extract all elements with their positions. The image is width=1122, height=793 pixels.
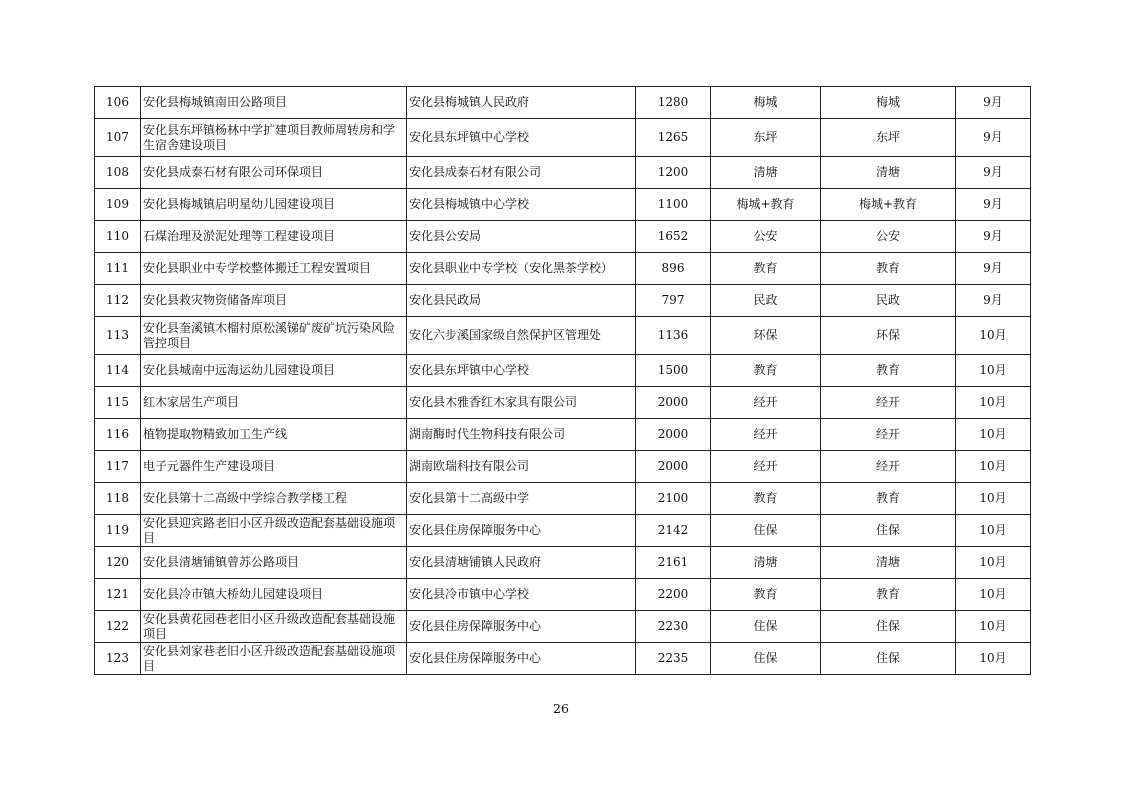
supervising-department-cell: 教育 bbox=[821, 253, 956, 285]
completion-month-cell: 9月 bbox=[956, 253, 1031, 285]
responsible-unit-cell: 安化县第十二高级中学 bbox=[407, 483, 636, 515]
supervising-department-cell: 环保 bbox=[821, 317, 956, 355]
lead-department-cell: 梅城+教育 bbox=[711, 189, 821, 221]
project-name-cell: 安化县冷市镇大桥幼儿园建设项目 bbox=[141, 579, 407, 611]
responsible-unit-cell: 安化县住房保障服务中心 bbox=[407, 515, 636, 547]
row-number-cell: 107 bbox=[95, 119, 141, 157]
project-name-cell: 红木家居生产项目 bbox=[141, 387, 407, 419]
lead-department-cell: 清塘 bbox=[711, 157, 821, 189]
responsible-unit-cell: 安化县民政局 bbox=[407, 285, 636, 317]
project-name-cell: 安化县迎宾路老旧小区升级改造配套基础设施项目 bbox=[141, 515, 407, 547]
row-number-cell: 112 bbox=[95, 285, 141, 317]
supervising-department-cell: 经开 bbox=[821, 419, 956, 451]
row-number-cell: 106 bbox=[95, 87, 141, 119]
completion-month-cell: 10月 bbox=[956, 451, 1031, 483]
investment-amount-cell: 1136 bbox=[636, 317, 711, 355]
completion-month-cell: 9月 bbox=[956, 87, 1031, 119]
project-name-cell: 安化县梅城镇启明星幼儿园建设项目 bbox=[141, 189, 407, 221]
row-number-cell: 108 bbox=[95, 157, 141, 189]
project-name-cell: 安化县救灾物资储备库项目 bbox=[141, 285, 407, 317]
row-number-cell: 116 bbox=[95, 419, 141, 451]
investment-amount-cell: 1280 bbox=[636, 87, 711, 119]
lead-department-cell: 教育 bbox=[711, 355, 821, 387]
project-name-cell: 安化县城南中远海运幼儿园建设项目 bbox=[141, 355, 407, 387]
lead-department-cell: 住保 bbox=[711, 515, 821, 547]
responsible-unit-cell: 安化县公安局 bbox=[407, 221, 636, 253]
completion-month-cell: 9月 bbox=[956, 221, 1031, 253]
table-row bbox=[95, 579, 1031, 611]
row-number-cell: 123 bbox=[95, 643, 141, 675]
investment-amount-cell: 1652 bbox=[636, 221, 711, 253]
completion-month-cell: 10月 bbox=[956, 611, 1031, 643]
lead-department-cell: 教育 bbox=[711, 483, 821, 515]
table-row bbox=[95, 317, 1031, 355]
row-number-cell: 114 bbox=[95, 355, 141, 387]
project-name-cell: 电子元器件生产建设项目 bbox=[141, 451, 407, 483]
investment-amount-cell: 2000 bbox=[636, 419, 711, 451]
table-row bbox=[95, 221, 1031, 253]
completion-month-cell: 9月 bbox=[956, 285, 1031, 317]
completion-month-cell: 9月 bbox=[956, 119, 1031, 157]
supervising-department-cell: 清塘 bbox=[821, 157, 956, 189]
completion-month-cell: 10月 bbox=[956, 547, 1031, 579]
lead-department-cell: 清塘 bbox=[711, 547, 821, 579]
project-name-cell: 植物提取物精致加工生产线 bbox=[141, 419, 407, 451]
investment-amount-cell: 2000 bbox=[636, 387, 711, 419]
completion-month-cell: 10月 bbox=[956, 317, 1031, 355]
project-name-cell: 安化县清塘铺镇曾苏公路项目 bbox=[141, 547, 407, 579]
table-row bbox=[95, 611, 1031, 643]
investment-amount-cell: 2142 bbox=[636, 515, 711, 547]
supervising-department-cell: 清塘 bbox=[821, 547, 956, 579]
row-number-cell: 121 bbox=[95, 579, 141, 611]
completion-month-cell: 10月 bbox=[956, 515, 1031, 547]
table-body bbox=[95, 87, 1031, 675]
investment-amount-cell: 896 bbox=[636, 253, 711, 285]
row-number-cell: 119 bbox=[95, 515, 141, 547]
table-row bbox=[95, 189, 1031, 221]
supervising-department-cell: 教育 bbox=[821, 355, 956, 387]
row-number-cell: 117 bbox=[95, 451, 141, 483]
responsible-unit-cell: 安化县东坪镇中心学校 bbox=[407, 119, 636, 157]
lead-department-cell: 教育 bbox=[711, 579, 821, 611]
project-name-cell: 安化县黄花园巷老旧小区升级改造配套基础设施项目 bbox=[141, 611, 407, 643]
investment-amount-cell: 2200 bbox=[636, 579, 711, 611]
table-row bbox=[95, 355, 1031, 387]
completion-month-cell: 9月 bbox=[956, 157, 1031, 189]
investment-amount-cell: 2100 bbox=[636, 483, 711, 515]
supervising-department-cell: 住保 bbox=[821, 515, 956, 547]
lead-department-cell: 公安 bbox=[711, 221, 821, 253]
row-number-cell: 120 bbox=[95, 547, 141, 579]
responsible-unit-cell: 安化县住房保障服务中心 bbox=[407, 643, 636, 675]
supervising-department-cell: 民政 bbox=[821, 285, 956, 317]
completion-month-cell: 10月 bbox=[956, 387, 1031, 419]
supervising-department-cell: 东坪 bbox=[821, 119, 956, 157]
table-row bbox=[95, 253, 1031, 285]
project-name-cell: 安化县奎溪镇木榴村原松溪锑矿废矿坑污染风险管控项目 bbox=[141, 317, 407, 355]
project-name-cell: 安化县梅城镇南田公路项目 bbox=[141, 87, 407, 119]
page-number: 26 bbox=[553, 701, 569, 716]
project-name-cell: 安化县成泰石材有限公司环保项目 bbox=[141, 157, 407, 189]
row-number-cell: 110 bbox=[95, 221, 141, 253]
investment-amount-cell: 1500 bbox=[636, 355, 711, 387]
investment-amount-cell: 2000 bbox=[636, 451, 711, 483]
row-number-cell: 113 bbox=[95, 317, 141, 355]
table-row bbox=[95, 419, 1031, 451]
responsible-unit-cell: 安化六步溪国家级自然保护区管理处 bbox=[407, 317, 636, 355]
responsible-unit-cell: 安化县成泰石材有限公司 bbox=[407, 157, 636, 189]
lead-department-cell: 民政 bbox=[711, 285, 821, 317]
row-number-cell: 115 bbox=[95, 387, 141, 419]
project-name-cell: 安化县职业中专学校整体搬迁工程安置项目 bbox=[141, 253, 407, 285]
completion-month-cell: 10月 bbox=[956, 419, 1031, 451]
responsible-unit-cell: 安化县木雅香红木家具有限公司 bbox=[407, 387, 636, 419]
completion-month-cell: 9月 bbox=[956, 189, 1031, 221]
supervising-department-cell: 公安 bbox=[821, 221, 956, 253]
responsible-unit-cell: 安化县梅城镇中心学校 bbox=[407, 189, 636, 221]
responsible-unit-cell: 湖南欧瑞科技有限公司 bbox=[407, 451, 636, 483]
lead-department-cell: 住保 bbox=[711, 643, 821, 675]
project-table bbox=[94, 86, 1031, 675]
project-name-cell: 安化县刘家巷老旧小区升级改造配套基础设施项目 bbox=[141, 643, 407, 675]
responsible-unit-cell: 安化县冷市镇中心学校 bbox=[407, 579, 636, 611]
investment-amount-cell: 1265 bbox=[636, 119, 711, 157]
supervising-department-cell: 住保 bbox=[821, 611, 956, 643]
table-row bbox=[95, 157, 1031, 189]
table-row bbox=[95, 451, 1031, 483]
completion-month-cell: 10月 bbox=[956, 579, 1031, 611]
table-row bbox=[95, 119, 1031, 157]
supervising-department-cell: 梅城 bbox=[821, 87, 956, 119]
lead-department-cell: 东坪 bbox=[711, 119, 821, 157]
responsible-unit-cell: 安化县东坪镇中心学校 bbox=[407, 355, 636, 387]
row-number-cell: 109 bbox=[95, 189, 141, 221]
project-name-cell: 安化县东坪镇杨林中学扩建项目教师周转房和学生宿舍建设项目 bbox=[141, 119, 407, 157]
lead-department-cell: 梅城 bbox=[711, 87, 821, 119]
supervising-department-cell: 经开 bbox=[821, 451, 956, 483]
table-row bbox=[95, 515, 1031, 547]
table-row bbox=[95, 643, 1031, 675]
supervising-department-cell: 教育 bbox=[821, 579, 956, 611]
lead-department-cell: 教育 bbox=[711, 253, 821, 285]
investment-amount-cell: 2235 bbox=[636, 643, 711, 675]
responsible-unit-cell: 安化县职业中专学校（安化黑茶学校） bbox=[407, 253, 636, 285]
row-number-cell: 122 bbox=[95, 611, 141, 643]
table-row bbox=[95, 387, 1031, 419]
investment-amount-cell: 2161 bbox=[636, 547, 711, 579]
investment-amount-cell: 1100 bbox=[636, 189, 711, 221]
lead-department-cell: 住保 bbox=[711, 611, 821, 643]
table-row bbox=[95, 285, 1031, 317]
supervising-department-cell: 经开 bbox=[821, 387, 956, 419]
lead-department-cell: 环保 bbox=[711, 317, 821, 355]
lead-department-cell: 经开 bbox=[711, 451, 821, 483]
completion-month-cell: 10月 bbox=[956, 355, 1031, 387]
table-row bbox=[95, 483, 1031, 515]
lead-department-cell: 经开 bbox=[711, 387, 821, 419]
completion-month-cell: 10月 bbox=[956, 483, 1031, 515]
row-number-cell: 111 bbox=[95, 253, 141, 285]
responsible-unit-cell: 安化县清塘铺镇人民政府 bbox=[407, 547, 636, 579]
supervising-department-cell: 教育 bbox=[821, 483, 956, 515]
responsible-unit-cell: 安化县梅城镇人民政府 bbox=[407, 87, 636, 119]
supervising-department-cell: 梅城+教育 bbox=[821, 189, 956, 221]
completion-month-cell: 10月 bbox=[956, 643, 1031, 675]
lead-department-cell: 经开 bbox=[711, 419, 821, 451]
project-name-cell: 石煤治理及淤泥处理等工程建设项目 bbox=[141, 221, 407, 253]
investment-amount-cell: 1200 bbox=[636, 157, 711, 189]
table-row bbox=[95, 87, 1031, 119]
project-name-cell: 安化县第十二高级中学综合教学楼工程 bbox=[141, 483, 407, 515]
investment-amount-cell: 2230 bbox=[636, 611, 711, 643]
table-row bbox=[95, 547, 1031, 579]
row-number-cell: 118 bbox=[95, 483, 141, 515]
responsible-unit-cell: 湖南酶时代生物科技有限公司 bbox=[407, 419, 636, 451]
investment-amount-cell: 797 bbox=[636, 285, 711, 317]
supervising-department-cell: 住保 bbox=[821, 643, 956, 675]
responsible-unit-cell: 安化县住房保障服务中心 bbox=[407, 611, 636, 643]
